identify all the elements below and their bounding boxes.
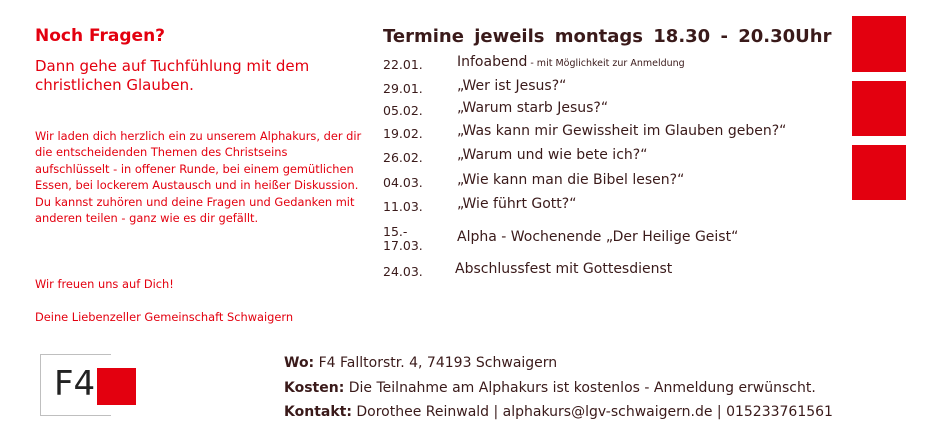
info-cost [284,380,816,396]
schedule-topic: „Warum starb Jesus?“ [457,100,609,116]
decorative-square [852,145,906,200]
info-contact [284,404,833,420]
schedule-topic: Infoabend [457,54,528,70]
schedule-date-start: 15.- [383,224,408,239]
info-label: Kosten: [284,380,345,396]
decorative-square [852,16,906,72]
info-location [284,355,557,371]
logo-square [97,368,136,405]
decorative-square [852,81,906,136]
schedule-date: 26.02. [383,150,423,165]
intro-paragraph: Wir laden dich herzlich ein zu unserem Alphakurs, der dir die entscheidenden Themen des Christseins aufschlüsselt - in offener Runde, bei einem gemütlichen Essen, bei lockerem Austausch und in heißer Diskussion. Du kannst zuhören und deine Fragen und Gedanken mit anderen teilen - ganz wie es dir gefällt. [35,129,362,226]
schedule-date: 24.03. [383,264,423,279]
schedule-date: 22.01. [383,57,423,72]
schedule-date: 19.02. [383,126,423,141]
info-value: Dorothee Reinwald | alphakurs@lgv-schwaigern.de | 015233761561 [356,404,833,420]
schedule-date: 05.02. [383,103,423,118]
schedule-date: 29.01. [383,81,423,96]
schedule-topic: Abschlussfest mit Gottesdienst [455,261,673,277]
schedule-topic: „Wer ist Jesus?“ [457,78,567,94]
logo-text: F4 [54,364,96,404]
signature-text: Deine Liebenzeller Gemeinschaft Schwaigern [35,310,294,324]
schedule-topic: „Was kann mir Gewissheit im Glauben geben?“ [457,123,787,139]
schedule-topic: „Warum und wie bete ich?“ [457,147,648,163]
schedule-date: 04.03. [383,175,423,190]
info-value: Die Teilnahme am Alphakurs ist kostenlos - Anmeldung erwünscht. [348,380,816,396]
subtitle: Dann gehe auf Tuchfühlung mit dem christlichen Glauben. [35,57,310,94]
schedule-topic: „Wie kann man die Bibel lesen?“ [457,172,685,188]
schedule-date: 11.03. [383,199,423,214]
schedule-heading: Termine jeweils montags 18.30 - 20.30Uhr [383,26,832,47]
info-value: F4 Falltorstr. 4, 74193 Schwaigern [318,355,558,371]
schedule-note: - mit Möglichkeit zur Anmeldung [527,58,685,69]
schedule-date-end: 17.03. [383,238,423,253]
schedule-topic: „Wie führt Gott?“ [457,196,577,212]
info-label: Wo: [284,355,315,371]
schedule-topic: Alpha - Wochenende „Der Heilige Geist“ [457,229,739,245]
info-label: Kontakt: [284,404,352,420]
greeting-text: Wir freuen uns auf Dich! [35,277,174,291]
page-title: Noch Fragen? [35,26,166,46]
